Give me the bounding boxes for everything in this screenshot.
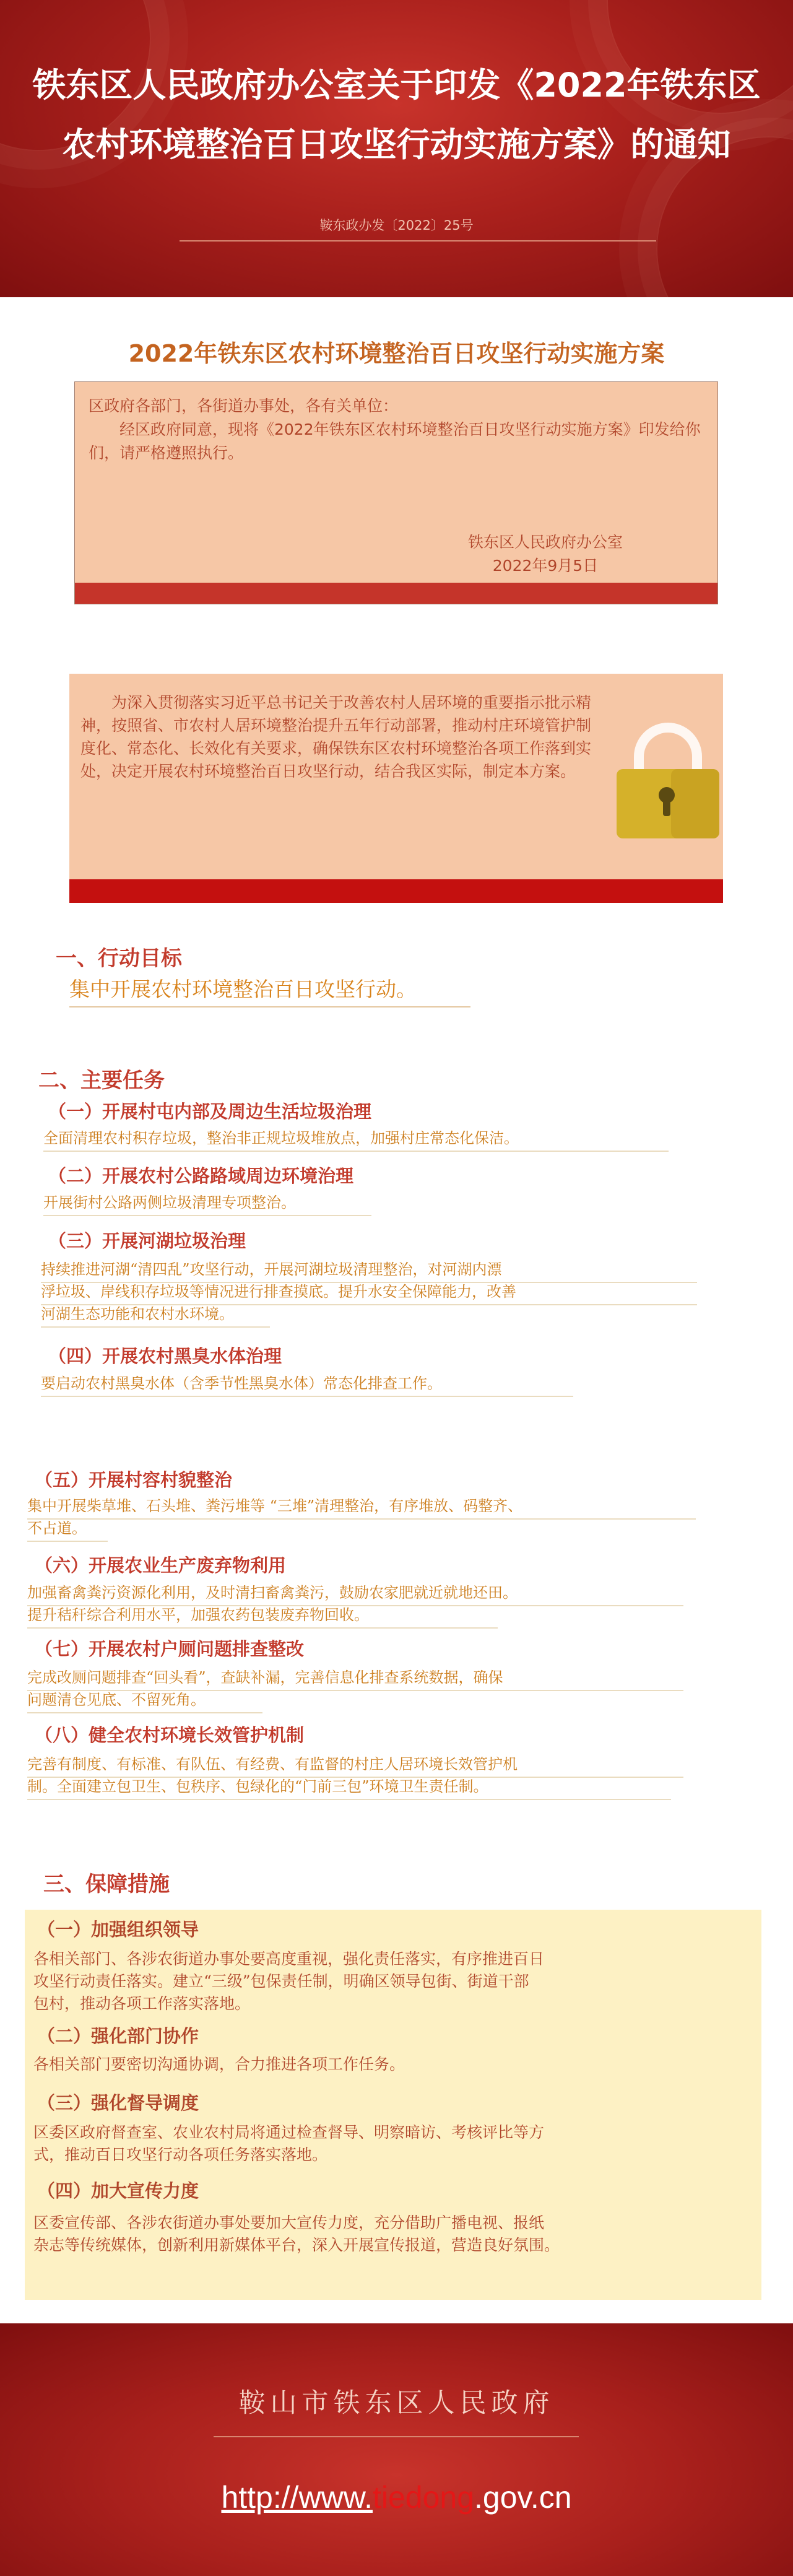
notice-bottom-bar	[75, 583, 717, 604]
task-text: 持续推进河湖“清四乱”攻坚行动，开展河湖垃圾清理整治，对河湖内漂	[41, 1260, 697, 1283]
footer-url-link[interactable]	[0, 2479, 793, 2515]
task-title: （五）开展村容村貌整治	[35, 1469, 233, 1490]
task-text: 制。全面建立包卫生、包秩序、包绿化的“门前三包”环境卫生责任制。	[27, 1777, 671, 1800]
measure-title: （二）强化部门协作	[37, 2026, 199, 2047]
measure-title: （一）加强组织领导	[37, 1919, 199, 1940]
task-text: 提升秸秆综合利用水平，加强农药包装废弃物回收。	[27, 1605, 498, 1629]
task-title: （二）开展农村公路路域周边环境治理	[48, 1165, 354, 1186]
footer-banner	[0, 2323, 793, 2576]
measures-box	[25, 1910, 761, 2300]
measure-title: （三）强化督导调度	[37, 2092, 199, 2113]
task-text: 集中开展柴草堆、石头堆、粪污堆等 “三堆”清理整治，有序堆放、码整齐、	[27, 1496, 696, 1520]
task-text: 完善有制度、有标准、有队伍、有经费、有监督的村庄人居环境长效管护机	[27, 1754, 683, 1778]
intro-bottom-bar	[69, 879, 723, 903]
section-heading: 三、保障措施	[43, 1872, 170, 1897]
page-title-line: 农村环境整治百日攻坚行动实施方案》的通知	[62, 125, 731, 164]
task-title: （六）开展农业生产废弃物利用	[35, 1555, 287, 1576]
page-title-line: 铁东区人民政府办公室关于印发《2022年铁东区	[32, 66, 761, 105]
measure-text: 区委区政府督查室、农业农村局将通过检查督导、明察暗访、考核评比等方	[33, 2123, 545, 2141]
measure-text: 各相关部门要密切沟通协调，合力推进各项工作任务。	[33, 2055, 405, 2073]
measure-title: （四）加大宣传力度	[37, 2180, 199, 2201]
section-heading: 二、主要任务	[38, 1068, 165, 1093]
task-text: 全面清理农村积存垃圾，整治非正规垃圾堆放点，加强村庄常态化保洁。	[43, 1128, 669, 1152]
divider	[180, 240, 656, 242]
measure-text: 攻坚行动责任落实。建立“三级”包保责任制，明确区领导包街、街道干部	[33, 1972, 529, 1990]
header-banner	[0, 0, 793, 297]
notice-salutation: 区政府各部门，各街道办事处，各有关单位：	[89, 397, 399, 415]
task-title: （四）开展农村黑臭水体治理	[48, 1346, 282, 1367]
footer-url-highlight: tiedong	[372, 2480, 475, 2515]
measure-text: 区委宣传部、各涉农街道办事处要加大宣传力度，充分借助广播电视、报纸	[33, 2214, 545, 2232]
footer-government-name: 鞍山市铁东区人民政府	[238, 2388, 555, 2419]
measure-text: 各相关部门、各涉农街道办事处要高度重视，强化责任落实，有序推进百日	[33, 1950, 545, 1968]
task-text: 要启动农村黑臭水体（含季节性黑臭水体）常态化排查工作。	[41, 1373, 573, 1397]
task-text: 加强畜禽粪污资源化利用，及时清扫畜禽粪污，鼓励农家肥就近就地还田。	[27, 1583, 683, 1606]
task-text: 开展街村公路两侧垃圾清理专项整治。	[43, 1193, 371, 1216]
plan-title: 2022年铁东区农村环境整治百日攻坚行动实施方案	[128, 340, 665, 367]
intro-text: 为深入贯彻落实习近平总书记关于改善农村人居环境的重要指示批示精神，按照省、市农村人居环境整治提升五年行动部署，推动村庄环境管护制度化、常态化、长效化有关要求，确保铁东区农村环境整治各项工作落到实处，决定开展农村环境整治百日攻坚行动，结合我区实际，制定本方案。	[80, 694, 592, 780]
task-title: （三）开展河湖垃圾治理	[48, 1230, 246, 1251]
task-text: 河湖生态功能和农村水环境。	[41, 1304, 270, 1328]
footer-url-suffix: .gov.cn	[474, 2480, 572, 2515]
section-heading: 一、行动目标	[56, 946, 182, 971]
footer-url-prefix: http://www.	[221, 2480, 373, 2515]
task-title: （七）开展农村户厕问题排查整改	[35, 1638, 305, 1660]
lock-icon	[603, 716, 733, 846]
intro-card	[69, 674, 723, 879]
notice-body: 经区政府同意，现将《2022年铁东区农村环境整治百日攻坚行动实施方案》印发给你们，请严格遵照执行。	[89, 420, 701, 462]
goal-text: 集中开展农村环境整治百日攻坚行动。	[69, 973, 470, 1007]
notice-issuer: 铁东区人民政府办公室	[467, 533, 623, 551]
divider	[214, 2436, 579, 2437]
task-title: （一）开展村屯内部及周边生活垃圾治理	[48, 1101, 372, 1122]
measure-text: 包村，推动各项工作落实落地。	[33, 1995, 251, 2012]
task-text: 浮垃圾、岸线积存垃圾等情况进行排查摸底。提升水安全保障能力，改善	[41, 1282, 697, 1305]
notice-signature	[434, 531, 657, 578]
measure-text: 杂志等传统媒体，创新利用新媒体平台，深入开展宣传报道，营造良好氛围。	[33, 2236, 560, 2254]
notice-card	[74, 381, 718, 604]
notice-date: 2022年9月5日	[492, 557, 599, 575]
measure-text: 式，推动百日攻坚行动各项任务落实落地。	[33, 2146, 328, 2164]
document-number: 鞍东政办发〔2022〕25号	[319, 218, 474, 233]
task-title: （八）健全农村环境长效管护机制	[35, 1725, 305, 1746]
task-text: 问题清仓见底、不留死角。	[27, 1690, 262, 1713]
task-text: 不占道。	[27, 1518, 108, 1542]
page-title	[0, 56, 793, 175]
task-text: 完成改厕问题排查“回头看”，查缺补漏，完善信息化排查系统数据，确保	[27, 1668, 683, 1691]
